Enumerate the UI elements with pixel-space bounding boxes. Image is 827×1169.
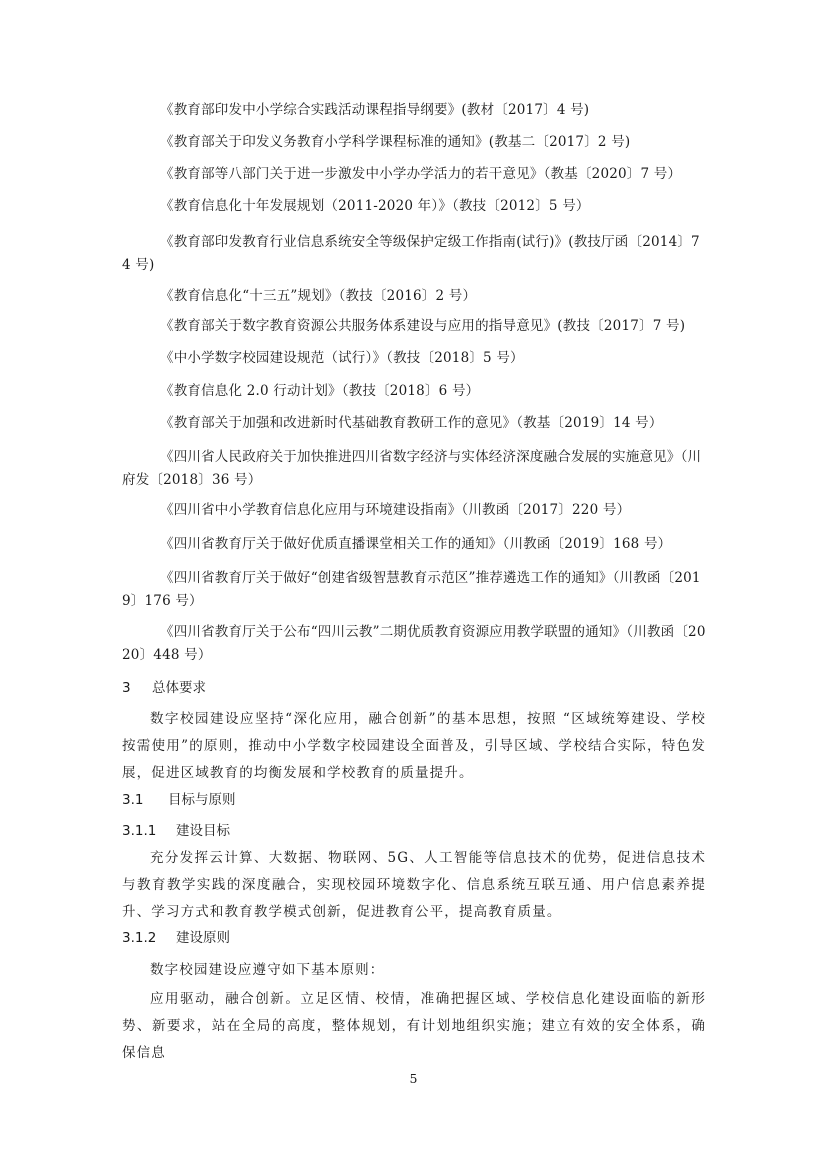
reference-item: 《教育信息化“十三五”规划》（教技〔2016〕2 号） — [160, 288, 477, 304]
reference-item: 《中小学数字校园建设规范（试行）》（教技〔2018〕5 号） — [160, 350, 524, 366]
section-number: 3.1.1 — [122, 823, 157, 839]
section-title: 目标与原则 — [168, 792, 236, 808]
reference-item: 《教育部关于数字教育资源公共服务体系建设与应用的指导意见》(教技〔2017〕7 号) — [160, 318, 686, 334]
reference-item: 《教育部印发中小学综合实践活动课程指导纲要》(教材〔2017〕4 号) — [160, 102, 590, 118]
section-number: 3 — [122, 680, 131, 696]
reference-item: 《四川省教育厅关于做好“创建省级智慧教育示范区”推荐遴选工作的通知》（川教函〔2019〕176 号） — [122, 570, 701, 609]
section-number: 3.1.2 — [122, 930, 157, 946]
reference-item: 《四川省人民政府关于加快推进四川省数字经济与实体经济深度融合发展的实施意见》（川府发〔2018〕36 号） — [122, 449, 702, 488]
reference-item: 《教育部关于加强和改进新时代基础教育教研工作的意见》（教基〔2019〕14 号） — [160, 415, 663, 431]
reference-item: 《四川省教育厅关于做好优质直播课堂相关工作的通知》（川教函〔2019〕168 号） — [160, 536, 672, 552]
section-heading-3-1-2 — [122, 927, 230, 949]
section-paragraph: 充分发挥云计算、大数据、物联网、5G、人工智能等信息技术的优势，促进信息技术与教育教学实践的深度融合，实现校园环境数字化、信息系统互联互通、用户信息素养提升、学习方式和教育教学模式创新，促进教育公平，提高教育质量。 — [122, 850, 706, 920]
reference-item: 《教育部印发教育行业信息系统安全等级保护定级工作指南(试行)》(教技厅函〔2014〕74 号) — [122, 234, 700, 273]
section-heading-3-1 — [122, 789, 236, 811]
section-title: 建设目标 — [176, 823, 230, 839]
section-paragraph: 应用驱动，融合创新。立足区情、校情，准确把握区域、学校信息化建设面临的新形势、新要求，站在全局的高度，整体规划，有计划地组织实施；建立有效的安全体系，确保信息 — [122, 991, 706, 1061]
section-heading-3 — [122, 677, 206, 699]
reference-item: 《教育部关于印发义务教育小学科学课程标准的通知》(教基二〔2017〕2 号) — [160, 134, 631, 150]
section-paragraph: 数字校园建设应坚持“深化应用，融合创新”的基本思想，按照 “区域统筹建设、学校按需使用”的原则，推动中小学数字校园建设全面普及，引导区域、学校结合实际，特色发展，促进区域教育的均衡发展和学校教育的质量提升。 — [122, 711, 706, 781]
section-title: 总体要求 — [152, 680, 206, 696]
section-heading-3-1-1 — [122, 820, 230, 842]
section-title: 建设原则 — [176, 930, 230, 946]
section-intro: 数字校园建设应遵守如下基本原则： — [150, 962, 385, 978]
reference-item: 《四川省教育厅关于公布“四川云教”二期优质教育资源应用教学联盟的通知》（川教函〔2020〕448 号） — [122, 624, 706, 663]
reference-item: 《四川省中小学教育信息化应用与环境建设指南》（川教函〔2017〕220 号） — [160, 502, 631, 518]
section-number: 3.1 — [122, 792, 144, 808]
page-number: 5 — [409, 1071, 418, 1086]
reference-item: 《教育信息化十年发展规划（2011-2020 年）》（教技〔2012〕5 号） — [160, 198, 590, 214]
reference-item: 《教育信息化 2.0 行动计划》（教技〔2018〕6 号） — [160, 383, 480, 399]
reference-item: 《教育部等八部门关于进一步激发中小学办学活力的若干意见》（教基〔2020〕7 号） — [160, 166, 682, 182]
